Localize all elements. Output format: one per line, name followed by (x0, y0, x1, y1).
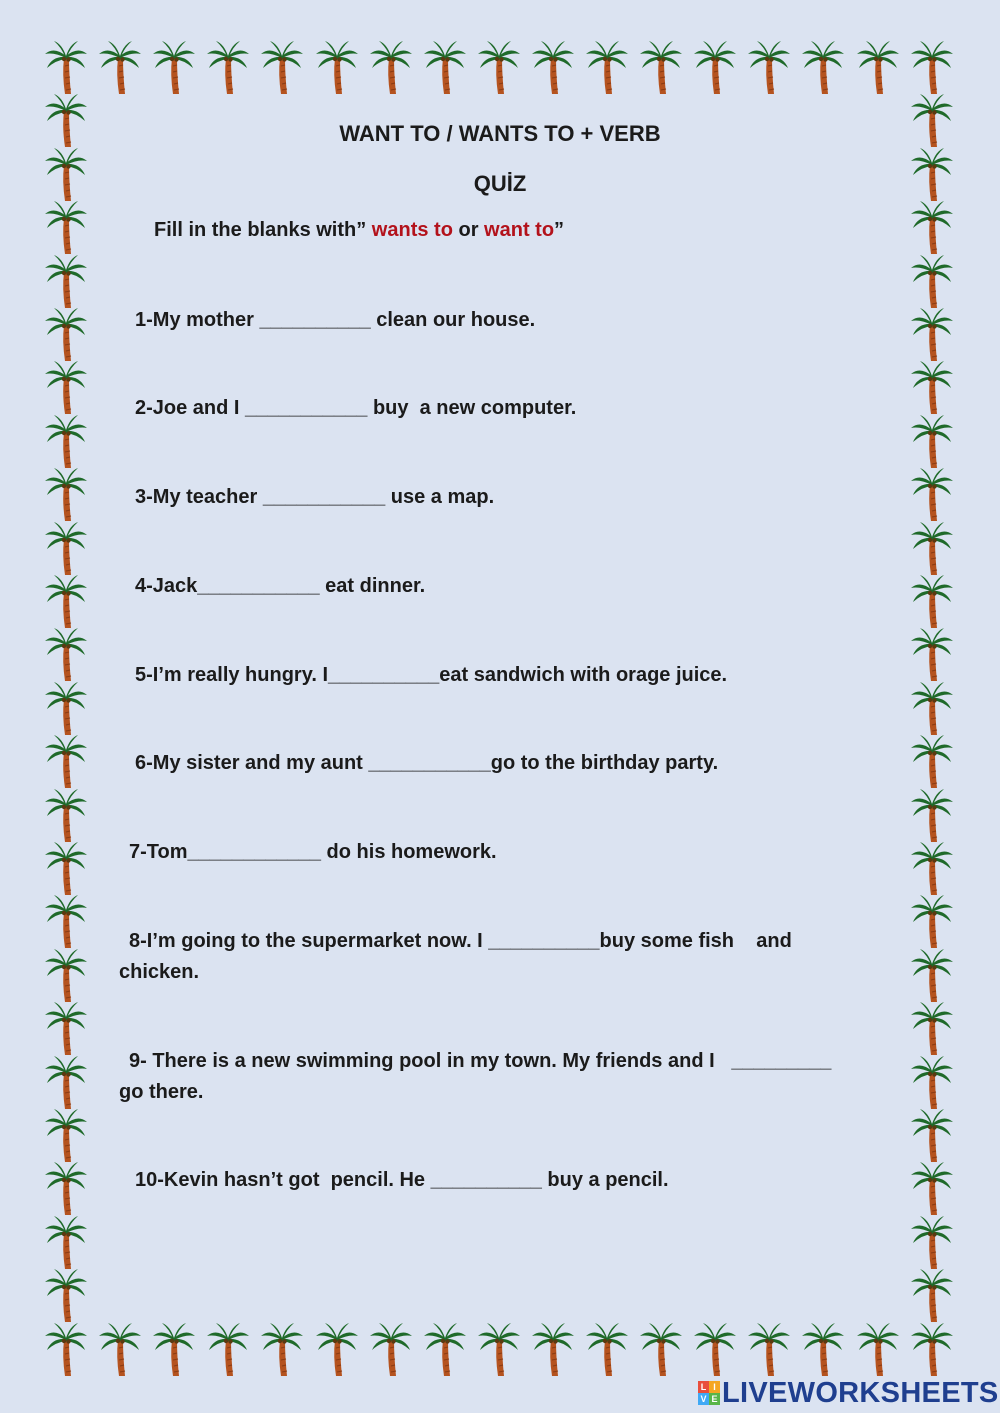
question-4: 4-Jack___________ eat dinner. (135, 575, 426, 597)
question-6: 6-My sister and my aunt ___________go to the birthday party. (135, 752, 719, 774)
instruction-option-want-to: want to (484, 219, 555, 241)
worksheet-subtitle: QUİZ (473, 171, 527, 196)
instruction-connector: or (452, 219, 485, 241)
question-2: 2-Joe and I ___________ buy a new computer. (135, 397, 577, 419)
logo-letter: E (709, 1393, 720, 1405)
liveworksheets-logo-icon (698, 1381, 720, 1405)
instruction-option-wants-to: wants to (371, 219, 453, 241)
logo-letter: V (698, 1393, 709, 1405)
logo-letter: I (709, 1381, 720, 1393)
question-8-line-1: 8-I’m going to the supermarket now. I __________buy some fish and (129, 930, 792, 952)
instruction-suffix: ” (554, 219, 565, 241)
worksheet-title: WANT TO / WANTS TO + VERB (339, 121, 661, 146)
question-9-line-1: 9- There is a new swimming pool in my town. My friends and I _________ (129, 1050, 832, 1072)
question-9-line-2: go there. (119, 1081, 204, 1103)
question-3: 3-My teacher ___________ use a map. (135, 486, 495, 508)
question-5: 5-I’m really hungry. I__________eat sandwich with orage juice. (135, 664, 728, 686)
question-10: 10-Kevin hasn’t got pencil. He __________ buy a pencil. (135, 1169, 669, 1191)
logo-letter: L (698, 1381, 709, 1393)
question-8-line-2: chicken. (119, 961, 200, 983)
liveworksheets-logo (698, 1376, 999, 1410)
question-7: 7-Tom____________ do his homework. (129, 841, 497, 863)
instruction-text (154, 219, 564, 242)
instruction-prefix: Fill in the blanks with” (154, 219, 372, 241)
question-1: 1-My mother __________ clean our house. (135, 309, 536, 331)
liveworksheets-logo-text: LIVEWORKSHEETS (722, 1376, 999, 1409)
